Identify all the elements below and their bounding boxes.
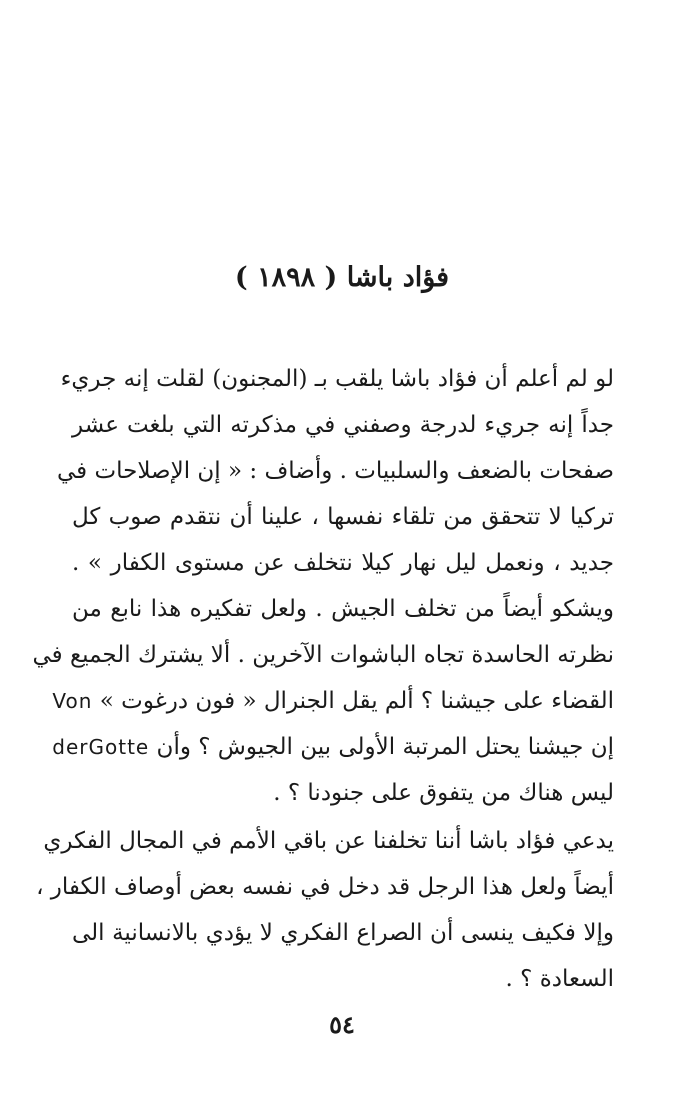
text-segment: القضاء على جيشنا ؟ ألم يقل الجنرال « فون درغوت » [99,688,614,714]
text-line-with-latin [52,678,614,724]
text-line: تركيا لا تتحقق من تلقاء نفسها ، علينا أن نتقدم صوب كل [72,504,614,530]
text-line: جديد ، ونعمل ليل نهار كيلا نتخلف عن مستوى الكفار » . [72,550,614,576]
text-line-with-latin [52,724,614,770]
page-number: ٥٤ [329,1010,355,1039]
chapter-title: فؤاد باشا ( ١٨٩٨ ) [234,262,450,293]
text-line: جداً إنه جريء لدرجة وصفني في مذكرته التي بلغت عشر [72,412,614,438]
text-line: ليس هناك من يتفوق على جنودنا ؟ . [273,780,614,806]
text-line: يدعي فؤاد باشا أننا تخلفنا عن باقي الأمم في المجال الفكري [43,828,614,854]
latin-name-dergotte: derGotte [52,735,150,759]
latin-name-von: Von [52,689,93,713]
text-line: السعادة ؟ . [505,966,614,992]
text-line: صفحات بالضعف والسلبيات . وأضاف : « إن الإصلاحات في [56,458,614,484]
text-line: أيضاً ولعل هذا الرجل قد دخل في نفسه بعض أوصاف الكفار ، [36,874,614,900]
text-line: نظرته الحاسدة تجاه الباشوات الآخرين . ألا يشترك الجميع في [32,642,614,668]
text-line: وإلا فكيف ينسى أن الصراع الفكري لا يؤدي بالانسانية الى [72,920,614,946]
paragraph-2 [36,818,614,1002]
text-line: لو لم أعلم أن فؤاد باشا يلقب بـ (المجنون) لقلت إنه جريء [60,366,614,392]
text-line: ويشكو أيضاً من تخلف الجيش . ولعل تفكيره هذا نابع من [72,596,614,622]
text-segment: إن جيشنا يحتل المرتبة الأولى بين الجيوش ؟ وأن [156,734,614,760]
paragraph-1 [32,356,614,816]
